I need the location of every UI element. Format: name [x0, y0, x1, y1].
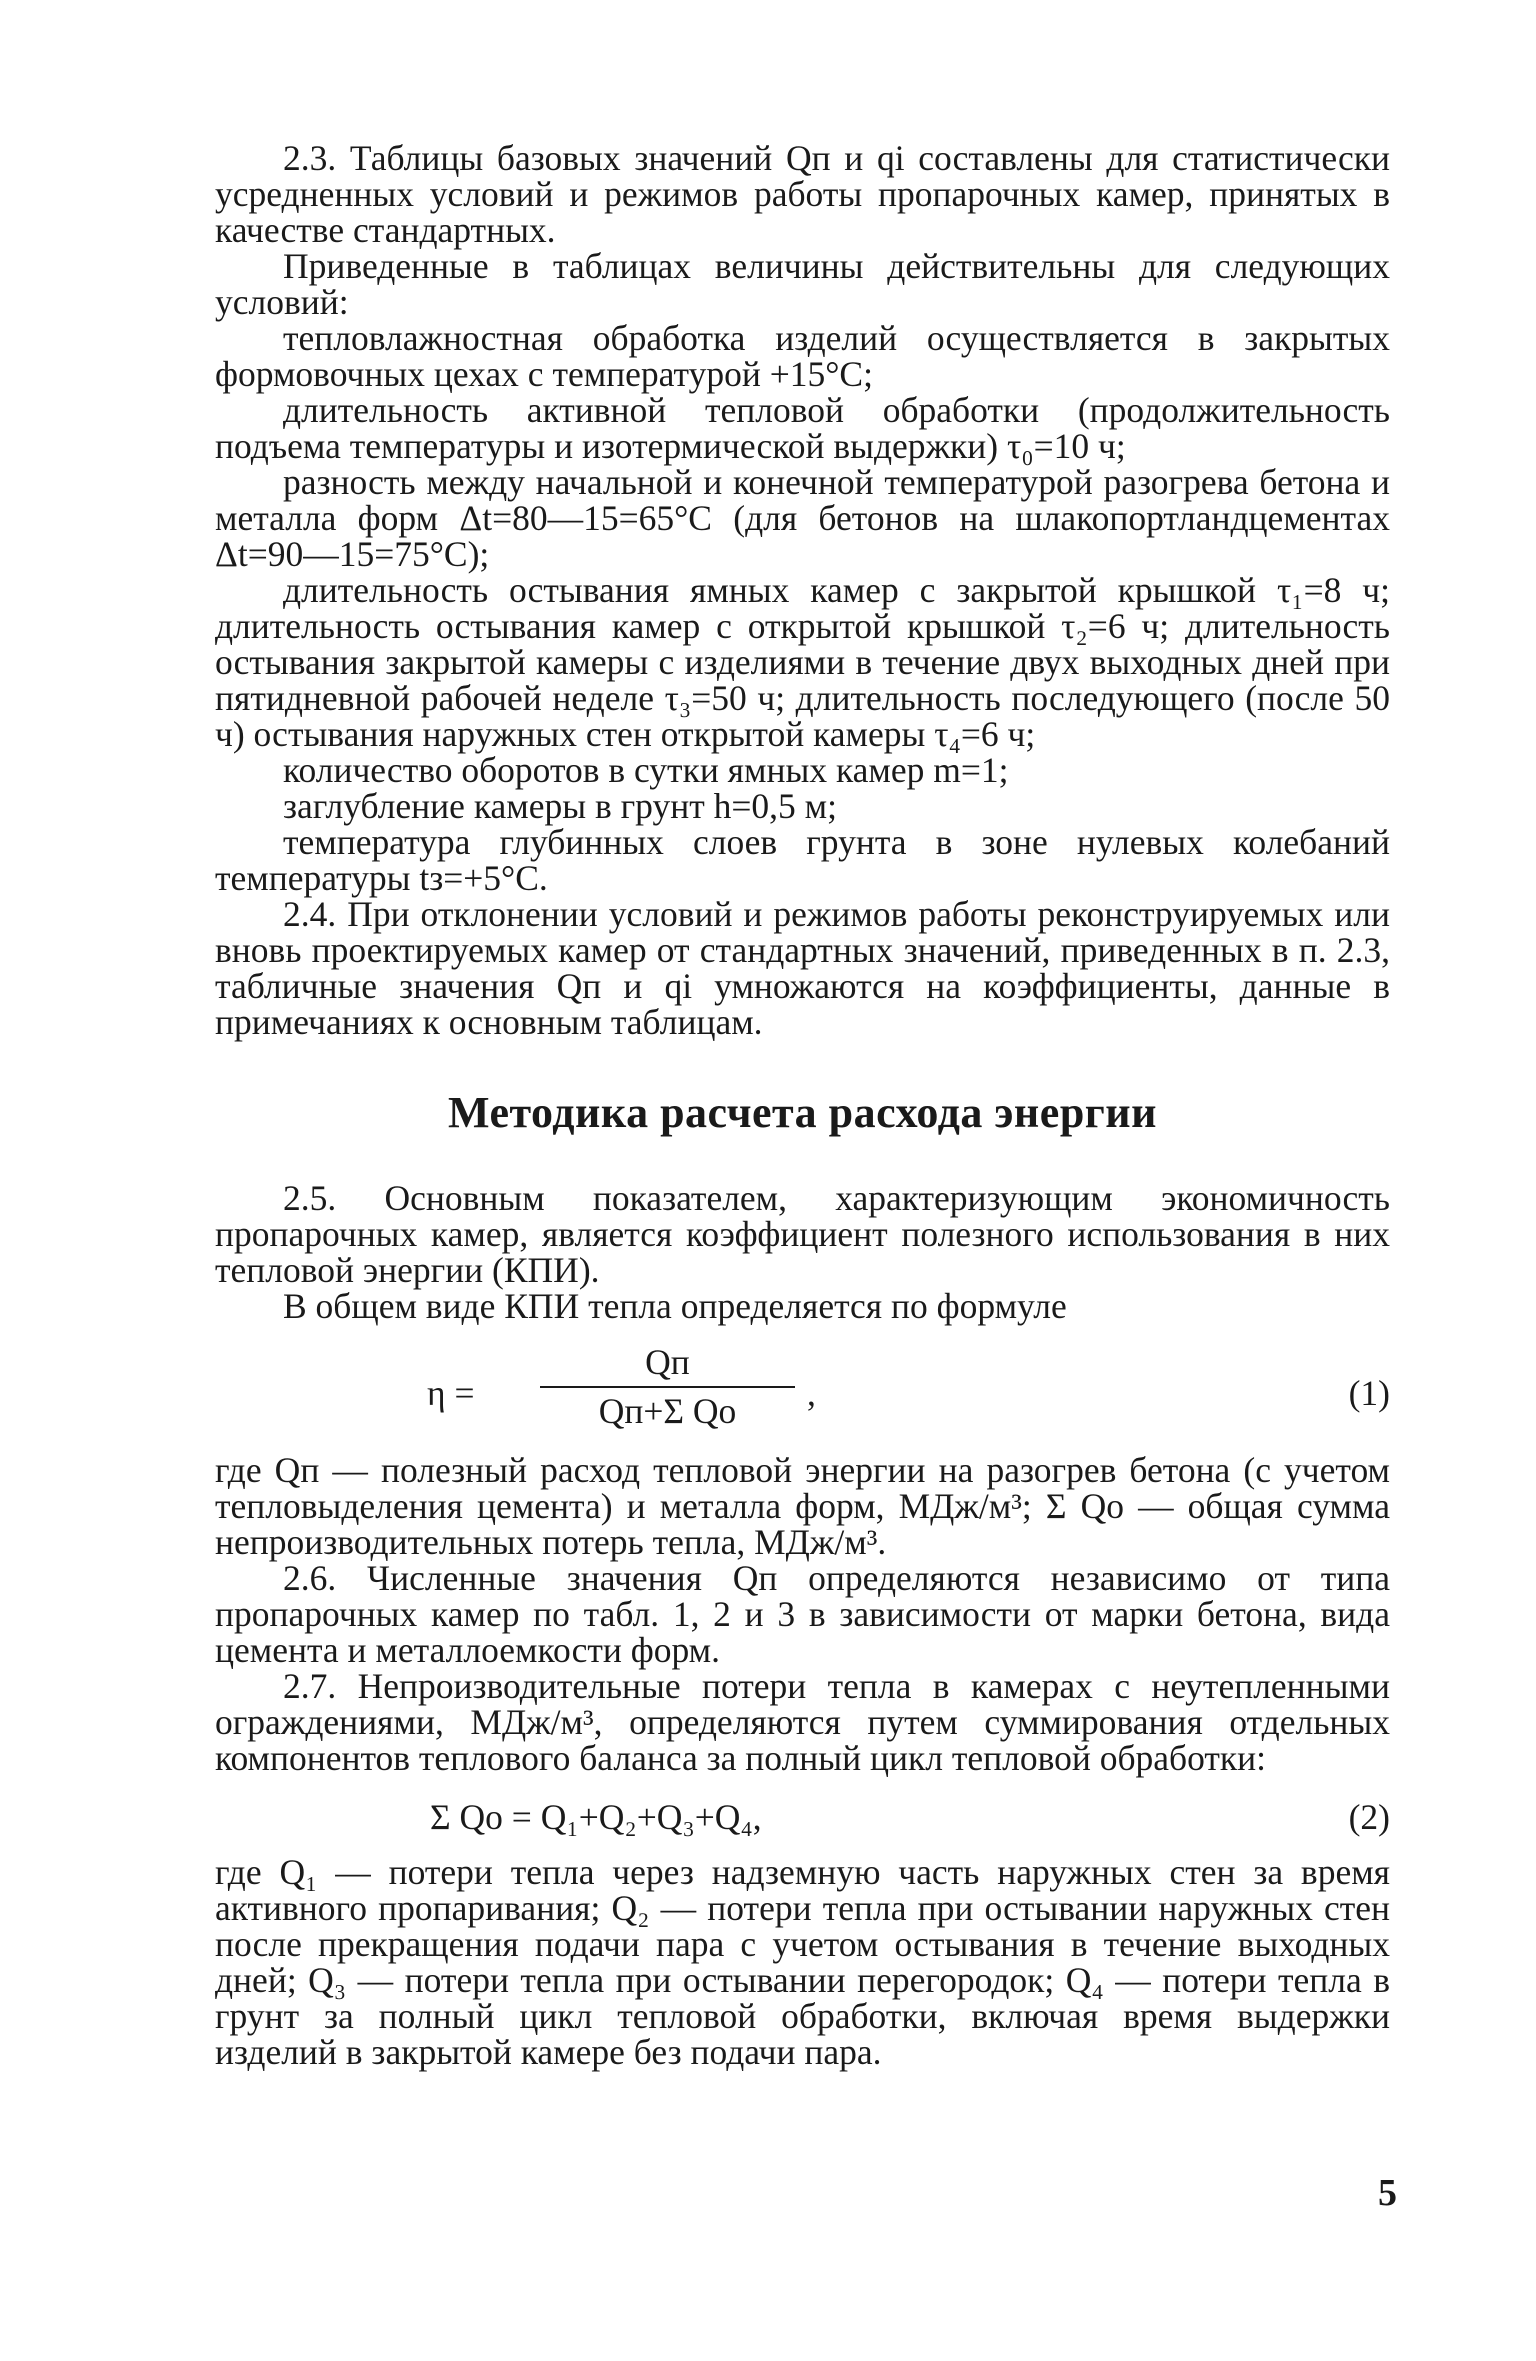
paragraph-where-1: где Qп — полезный расход тепловой энергии на разогрев бетона (с учетом тепловыделения цемента) и металла форм, МДж/м³; Σ Qо — общая сумма непроизводительных потерь тепла, МДж/м³.	[215, 1450, 1390, 1562]
paragraph-where-2: где Q₁ — потери тепла через надземную часть наружных стен за время активного пропаривания; Q₂ — потери тепла при остывании наружных стен после прекращения подачи пара с учетом остывания в течение выходных дней; Q₃ — потери тепла при остывании перегородок; Q₄ — потери тепла в грунт за полный цикл тепловой обработки, включая время выдержки изделий в закрытой камере без подачи пара.	[215, 1852, 1390, 2072]
condition-item: длительность активной тепловой обработки (продолжительность подъема температуры и изотермической выдержки) τ₀=10 ч;	[215, 390, 1390, 466]
formula-1-lhs: η =	[427, 1373, 475, 1413]
document-body	[215, 140, 1390, 2070]
formula-1	[215, 1342, 1390, 1438]
formula-2	[215, 1796, 1390, 1840]
section-heading: Методика расчета расхода энергии	[448, 1088, 1157, 1137]
condition-item: заглубление камеры в грунт h=0,5 м;	[283, 786, 837, 826]
page-number: 5	[1378, 2172, 1397, 2214]
condition-item: длительность остывания ямных камер с закрытой крышкой τ₁=8 ч; длительность остывания камер с открытой крышкой τ₂=6 ч; длительность остывания закрытой камеры с изделиями в течение двух выходных дней при пятидневной рабочей неделе τ₃=50 ч; длительность последующего (после 50 ч) остывания наружных стен открытой камеры τ₄=6 ч;	[215, 570, 1390, 754]
formula-1-number: (1)	[1348, 1373, 1390, 1413]
paragraph-formula-intro: В общем виде КПИ тепла определяется по формуле	[283, 1286, 1067, 1326]
paragraph-2-6: 2.6. Численные значения Qп определяются независимо от типа пропарочных камер по табл. 1, 2 и 3 в зависимости от марки бетона, вида цемента и металлоемкости форм.	[215, 1558, 1390, 1670]
formula-1-numerator: Qп	[540, 1342, 795, 1388]
condition-item: температура глубинных слоев грунта в зоне нулевых колебаний температуры tз=+5°С.	[215, 822, 1390, 898]
formula-2-expression: Σ Qо = Q₁+Q₂+Q₃+Q₄,	[430, 1797, 762, 1837]
formula-1-denominator: Qп+Σ Qо	[598, 1391, 737, 1431]
paragraph-2-5: 2.5. Основным показателем, характеризующим экономичность пропарочных камер, является коэффициент полезного использования в них тепловой энергии (КПИ).	[215, 1178, 1390, 1290]
paragraph-2-3: 2.3. Таблицы базовых значений Qп и qi составлены для статистически усредненных условий и режимов работы пропарочных камер, принятых в качестве стандартных.	[215, 138, 1390, 250]
formula-2-number: (2)	[1348, 1797, 1390, 1837]
condition-item: количество оборотов в сутки ямных камер m=1;	[283, 750, 1009, 790]
formula-1-comma: ,	[807, 1373, 816, 1413]
condition-item: тепловлажностная обработка изделий осуществляется в закрытых формовочных цехах с температурой +15°С;	[215, 318, 1390, 394]
paragraph-2-7: 2.7. Непроизводительные потери тепла в камерах с неутепленными ограждениями, МДж/м³, определяются путем суммирования отдельных компонентов теплового баланса за полный цикл тепловой обработки:	[215, 1666, 1390, 1778]
condition-item: разность между начальной и конечной температурой разогрева бетона и металла форм Δt=80—15=65°С (для бетонов на шлакопортландцементах Δt=90—15=75°С);	[215, 462, 1390, 574]
paragraph-2-4: 2.4. При отклонении условий и режимов работы реконструируемых или вновь проектируемых камер от стандартных значений, приведенных в п. 2.3, табличные значения Qп и qi умножаются на коэффициенты, данные в примечаниях к основным таблицам.	[215, 894, 1390, 1042]
formula-1-fraction	[540, 1342, 795, 1432]
paragraph-conditions-intro: Приведенные в таблицах величины действительны для следующих условий:	[215, 246, 1390, 322]
